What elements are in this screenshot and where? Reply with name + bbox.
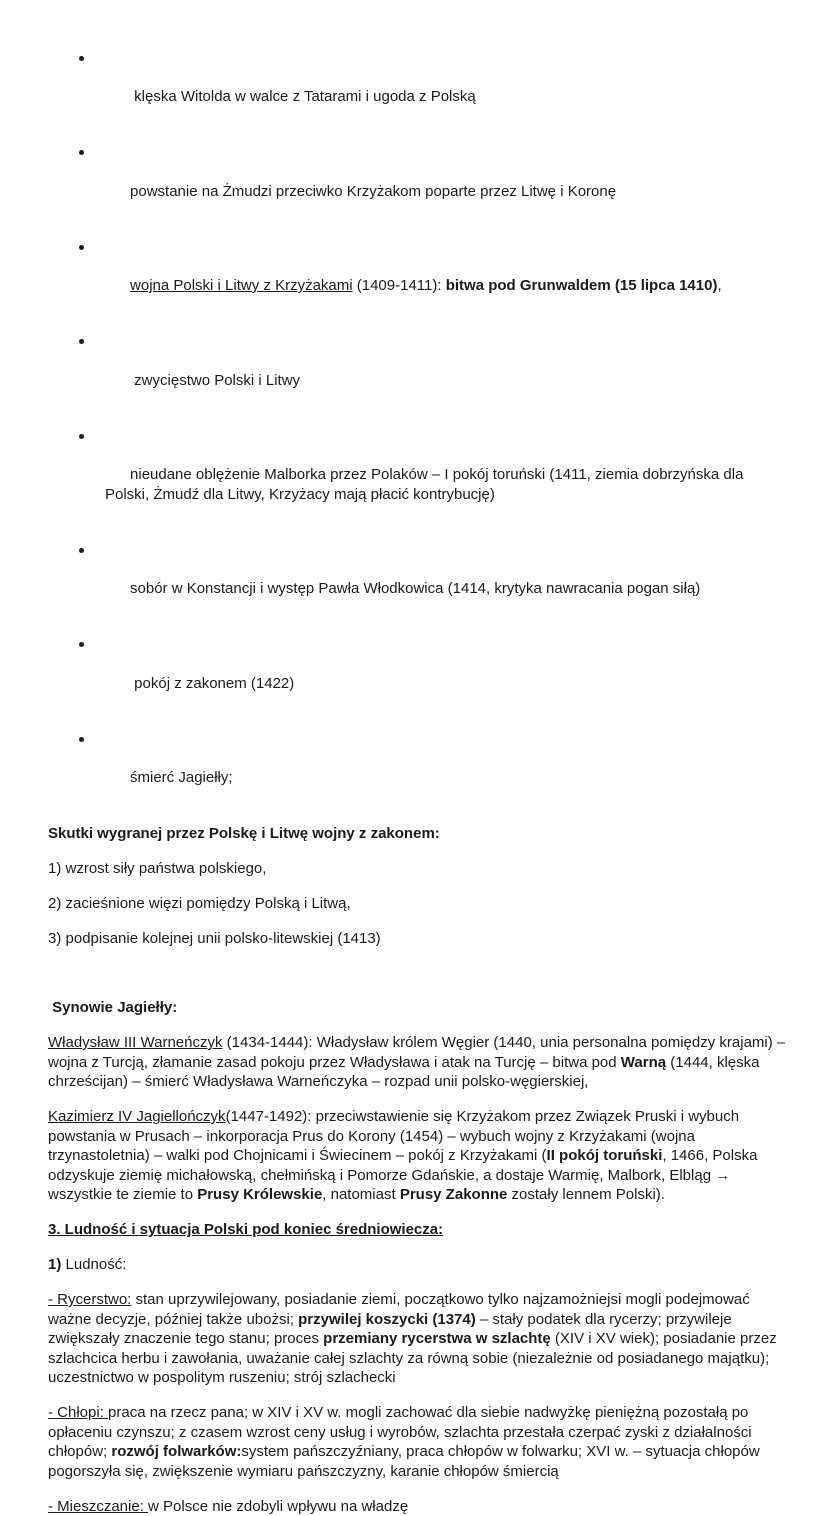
bullet-item (48, 143, 790, 221)
effects-line-2: 2) zacieśnione więzi pomiędzy Polską i Litwą, (48, 894, 790, 914)
bullet-icon (79, 339, 84, 344)
bullet-icon (79, 56, 84, 61)
bullet-icon (79, 434, 84, 439)
text-run: rozwój folwarków: (111, 1443, 241, 1460)
text-run: bitwa pod Grunwaldem (15 lipca 1410) (446, 277, 718, 294)
text-run: praca na rzecz pana; w XIV i XV w. mogli zachować dla siebie nadwyżkę pieniężną pozostałą po opłaceniu czynszu; z czasem wzrost ceny usług i wyrobów, szlachta przestała czerpać zyski z działalności chłopów; (48, 1404, 756, 1460)
line-ludnosc (48, 1255, 790, 1275)
text-run: Prusy Zakonne (400, 1186, 508, 1203)
text-run: przemiany rycerstwa w szlachtę (323, 1330, 551, 1347)
bullet-item (48, 332, 790, 410)
text-run: Ludność: (61, 1256, 126, 1273)
heading-synowie: Synowie Jagiełły: (48, 998, 790, 1018)
text-run: zwycięstwo Polski i Litwy (130, 372, 300, 389)
text-run: powstanie na Żmudzi przeciwko Krzyżakom poparte przez Litwę i Koronę (130, 183, 616, 200)
text-run: Prusy Królewskie (197, 1186, 322, 1203)
bullet-icon (79, 642, 84, 647)
bullet-icon (79, 548, 84, 553)
text-run: 1) (48, 1256, 61, 1273)
text-run: Władysław III Warneńczyk (48, 1034, 223, 1051)
bullet-item (48, 426, 790, 524)
bullet-icon (79, 737, 84, 742)
text-run: Warną (621, 1054, 666, 1071)
text-run: – stały podatek dla rycerzy; przywileje zwiększały znaczenie tego stanu; proces (48, 1311, 736, 1348)
text-run: śmierć Jagiełły; (130, 769, 233, 786)
bullet-item (48, 237, 790, 315)
text-run: (XIV i XV wiek); posiadanie przez szlachcica herbu i zawołania, uważanie całej szlachty za równą sobie (niezależnie od posiadanego majątku); uczestnictwo w pospolitym ruszeniu; strój szlachecki (48, 1330, 781, 1386)
text-run: (1444, klęska chrześcijan) – śmierć Władysława Warneńczyka – rozpad unii polsko-węgierskiej, (48, 1054, 764, 1091)
text-run: - Mieszczanie: (48, 1498, 148, 1515)
paragraph-wladyslaw (48, 1033, 790, 1092)
text-run: klęska Witolda w walce z Tatarami i ugoda z Polską (130, 88, 476, 105)
text-run: pokój z zakonem (1422) (130, 675, 294, 692)
bullet-item (48, 729, 790, 807)
text-run: Kazimierz IV Jagiellończyk (48, 1108, 226, 1125)
bullet-icon (79, 245, 84, 250)
text-run: - Chłopi: (48, 1404, 108, 1421)
text-run: sobór w Konstancji i występ Pawła Włodkowica (1414, krytyka nawracania pogan siłą) (130, 580, 700, 597)
effects-line-1: 1) wzrost siły państwa polskiego, (48, 859, 790, 879)
text-run: w Polsce nie zdobyli wpływu na władzę (148, 1498, 408, 1515)
bullet-icon (79, 150, 84, 155)
heading-ludnosc: 3. Ludność i sytuacja Polski pod koniec średniowiecza: (48, 1220, 790, 1240)
bullet-item (48, 540, 790, 618)
paragraph-kazimierz (48, 1107, 790, 1205)
text-run: , natomiast (322, 1186, 400, 1203)
paragraph-mieszczanie (48, 1497, 790, 1516)
text-run: (1409-1411): (353, 277, 446, 294)
paragraph-chlopi (48, 1403, 790, 1481)
text-run: - Rycerstwo: (48, 1291, 131, 1308)
heading-skutki: Skutki wygranej przez Polskę i Litwę wojny z zakonem: (48, 824, 790, 844)
text-run: wojna Polski i Litwy z Krzyżakami (130, 277, 353, 294)
text-run: zostały lennem Polski). (507, 1186, 665, 1203)
bullet-item (48, 635, 790, 713)
text-run: (1447-1492): przeciwstawienie się Krzyżakom przez Związek Pruski i wybuch powstania w Prusach – inkorporacja Prus do Korony (1454) – wybuch wojny z Krzyżakami (wojna trzynastoletnia) – walki pod Chojnicami i Świecinem – pokój z Krzyżakami ( (48, 1108, 743, 1164)
bullet-item (48, 48, 790, 126)
bullet-list (48, 48, 790, 807)
effects-line-3: 3) podpisanie kolejnej unii polsko-litewskiej (1413) (48, 929, 790, 949)
paragraph-rycerstwo (48, 1290, 790, 1388)
text-run: (1434-1444): Władysław królem Węgier (1440, unia personalna pomiędzy krajami) – wojna z Turcją, złamanie zasad pokoju przez Władysława i atak na Turcję – bitwa pod (48, 1034, 789, 1071)
text-run: system pańszczyźniany, praca chłopów w folwarku; XVI w. – sytuacja chłopów pogorszyła się, zwiększenie wymiaru pańszczyzny, karanie chłopów śmiercią (48, 1443, 764, 1480)
text-run: II pokój toruński (547, 1147, 663, 1164)
text-run: stan uprzywilejowany, posiadanie ziemi, początkowo tylko najzamożniejsi mogli podejmować ważne decyzje, później także ubożsi; (48, 1291, 754, 1328)
text-run: , (717, 277, 721, 294)
text-run: przywilej koszycki (1374) (298, 1311, 476, 1328)
text-run: nieudane oblężenie Malborka przez Polaków – I pokój toruński (1411, ziemia dobrzyńska dla Polski, Żmudź dla Litwy, Krzyżacy mają płacić kontrybucję) (105, 466, 748, 503)
text-run: , 1466, Polska odzyskuje ziemię michałowską, chełmińską i Pomorze Gdańskie, a dostaje Warmię, Malbork, Elbląg → wszystkie te ziemie to (48, 1147, 762, 1203)
